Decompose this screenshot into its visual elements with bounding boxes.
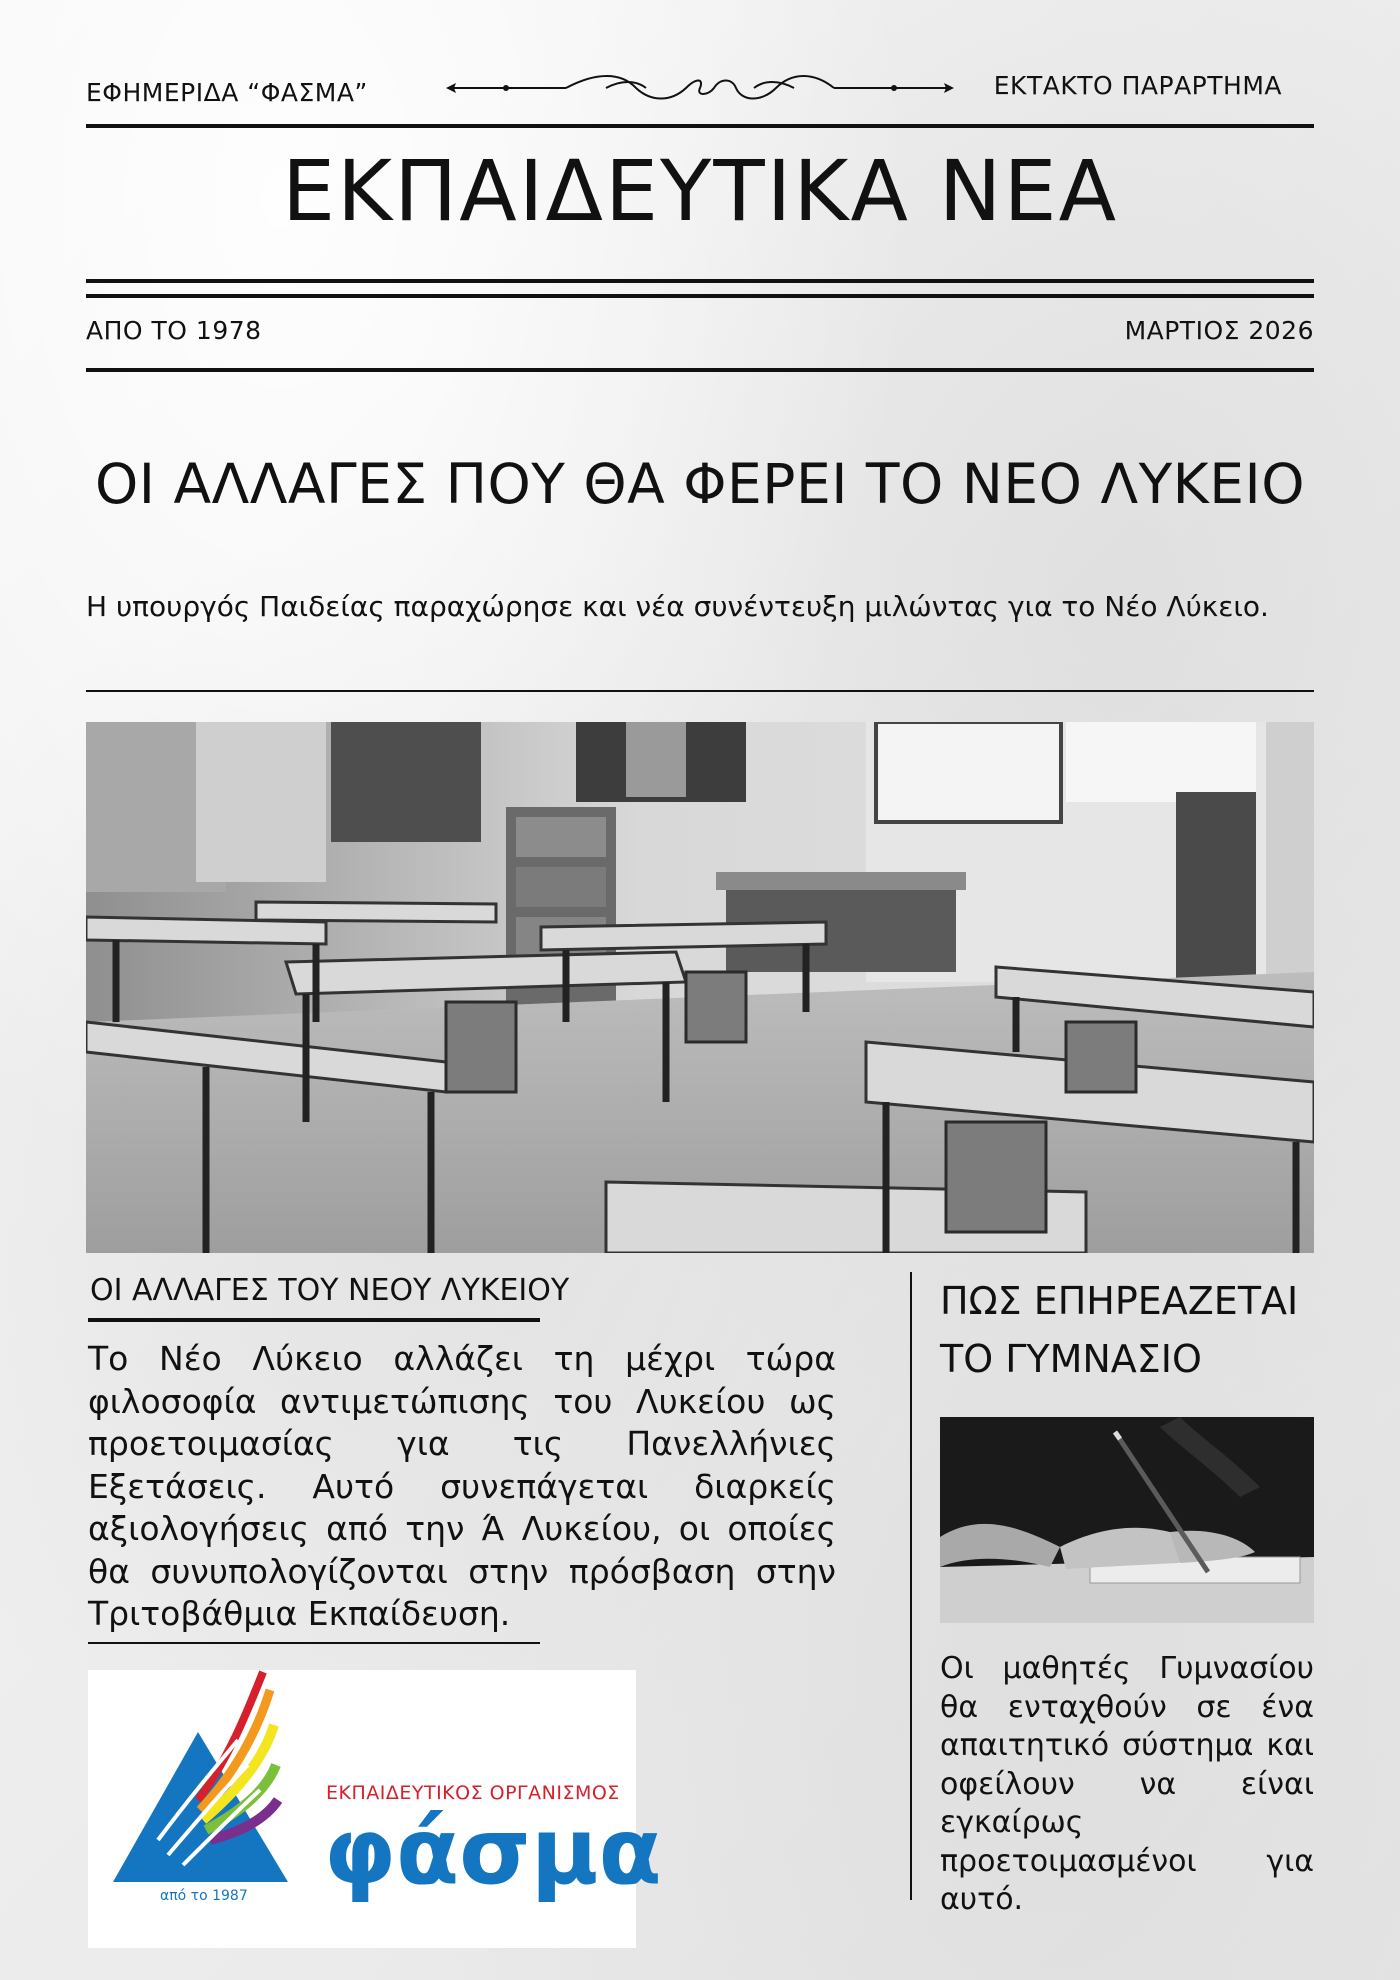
newspaper-title: ΕΚΠΑΙΔΕΥΤΙΚΑ ΝΕΑ — [281, 142, 1119, 240]
classroom-photo-icon — [86, 722, 1314, 1253]
classroom-photo — [86, 722, 1314, 1253]
student-writing-photo-icon — [940, 1417, 1314, 1623]
right-column-heading — [940, 1272, 1320, 1388]
right-heading-line-1: ΠΩΣ ΕΠΗΡΕΑΖΕΤΑΙ — [940, 1279, 1299, 1323]
ornament-divider-icon — [446, 68, 954, 108]
column-divider — [910, 1272, 912, 1900]
logo-tagline: ΕΚΠΑΙΔΕΥΤΙΚΟΣ ΟΡΓΑΝΙΣΜΟΣ — [326, 1782, 620, 1804]
left-body-underline — [88, 1642, 540, 1644]
title-double-rule-top — [86, 279, 1314, 283]
left-heading-underline — [88, 1318, 540, 1322]
title-double-rule-bottom — [86, 294, 1314, 298]
masthead-top-rule — [86, 124, 1314, 128]
issue-date: ΜΑΡΤΙΟΣ 2026 — [1124, 316, 1314, 345]
fasma-logo — [88, 1670, 662, 1948]
masthead-bottom-rule — [86, 368, 1314, 372]
left-column-body: Το Νέο Λύκειο αλλάζει τη μέχρι τώρα φιλοσοφία αντιμετώπισης του Λυκείου ως προετοιμασίας για τις Πανελλήνιες Εξετάσεις. Αυτό συνεπάγεται διαρκείς αξιολογήσεις από την Ά Λυκείου, οι οποίες θα συνυπολογίζονται στην πρόσβαση στην Τριτοβάθμια Εκπαίδευση. — [88, 1339, 836, 1633]
newspaper-name: ΕΦΗΜΕΡΙΔΑ “ΦΑΣΜΑ” — [86, 78, 368, 107]
article-divider — [86, 690, 1314, 692]
left-column-heading: ΟΙ ΑΛΛΑΓΕΣ ΤΟΥ ΝΕΟΥ ΛΥΚΕΙΟΥ — [90, 1273, 570, 1308]
edition-label: ΕΚΤΑΚΤΟ ΠΑΡΑΡΤΗΜΑ — [993, 71, 1282, 100]
logo-since: από το 1987 — [160, 1888, 248, 1904]
student-writing-photo — [940, 1417, 1314, 1623]
since-label: ΑΠΟ ΤΟ 1978 — [86, 316, 262, 345]
logo-name: φάσμα — [324, 1798, 662, 1905]
main-subheadline: Η υπουργός Παιδείας παραχώρησε και νέα συνέντευξη μιλώντας για το Νέο Λύκειο. — [86, 590, 1269, 623]
right-column-body: Οι μαθητές Γυμνασίου θα ενταχθούν σε ένα απαιτητικό σύστημα και οφείλουν να είναι εγκαίρως προετοιμασμένοι για αυτό. — [940, 1651, 1314, 1917]
right-heading-line-2: ΤΟ ΓΥΜΝΑΣΙΟ — [940, 1337, 1202, 1381]
main-headline: ΟΙ ΑΛΛΑΓΕΣ ΠΟΥ ΘΑ ΦΕΡΕΙ ΤΟ ΝΕΟ ΛΥΚΕΙΟ — [95, 452, 1305, 516]
